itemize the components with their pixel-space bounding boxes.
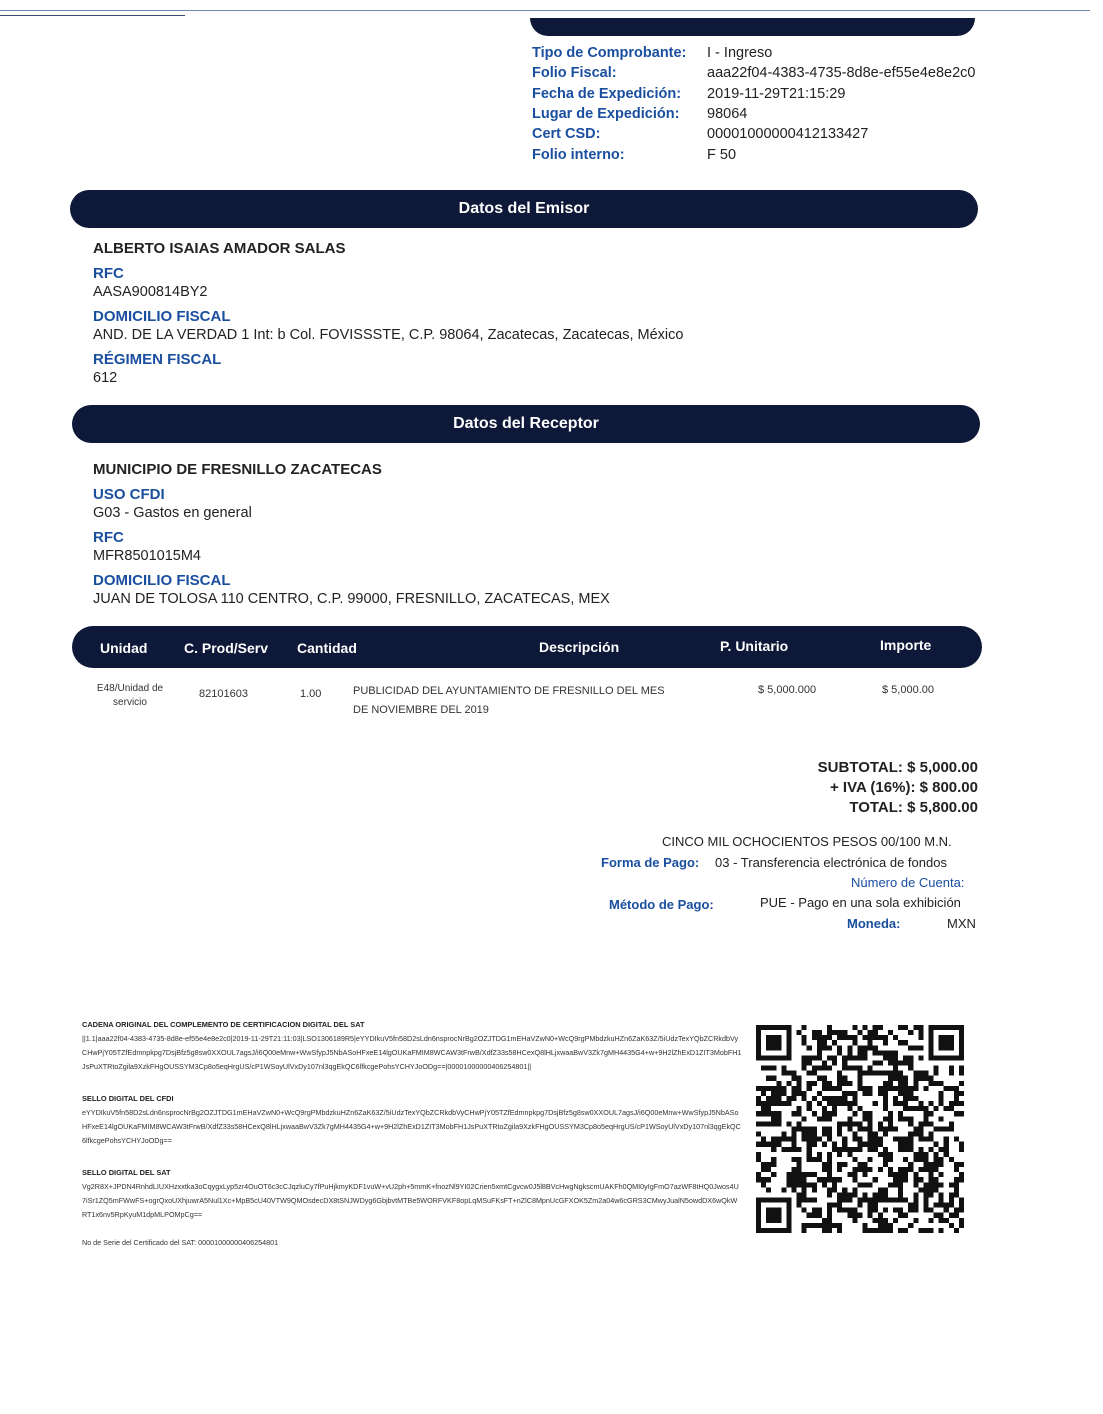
emisor-rfc: AASA900814BY2 [93,284,208,300]
header-row-lugar [532,104,1002,124]
col-clave: C. Prod/Serv [184,640,269,656]
table-row [72,680,982,724]
header-value: 2019-11-29T21:15:29 [707,85,846,102]
header-row-folio-interno [532,144,1002,164]
receptor-name: MUNICIPIO DE FRESNILLO ZACATECAS [93,461,382,478]
metodo-pago-label: Método de Pago: [609,897,714,912]
moneda-label: Moneda: [847,916,901,931]
receptor-section [93,461,610,607]
header-value: F 50 [707,146,737,163]
emisor-domicilio-label: DOMICILIO FISCAL [93,308,231,325]
sat-certificate-serial: No de Serie del Certificado del SAT: 00001000000406254801 [82,1238,279,1247]
receptor-section-bar: Datos del Receptor [72,405,980,443]
sello-cfdi: eYYDIkuV5fn58D2sLdn6nsprocNrBg2OZJTDG1mEHaVZwN0+WcQ9rgPMbdzkuHZn6ZaK63Z/5iUdzTexYQbZCRkdbVyCHwPjY05TZfEdmnpkpg7DsjBfz5g8sw0XXOUL7agsJ/i6Q00eMnw+WwSfypJ5NbASoHFxeE14lgOUKaFMIM8WCAW3tFrwB/XdfZ33s58HCexQ8lHLjxwaaBwV3Zk7gMH4435G4+w+9H2lZhExD1ZIT3MobFH1JsPuXTRtoZgila9XzkFHgOUSSYM3Cp8o5eqHrgUS/cP1WSoyUlVxDy107nl3qgEkQC6lfkcgePohsYCHYJoODg== [82,1108,741,1145]
top-rule-short [0,15,185,16]
col-descripcion: Descripción [539,639,620,655]
cadena-original: ||1.1|aaa22f04-4383-4735-8d8e-ef55e4e8e2c0|2019-11-29T21:11:03|LSO1306189R5|eYYDIkuV5fn58D2sLdn6nsprocNrBg2OZJTDG1mEHaVZwN0+WcQ9rgPMbdzkuHZn6ZaK63Z/5iUdzTexYQbZCRkdbVyCHwPjY05TZfEdmnpkpg7DsjBfz5g8sw0XXOUL7agsJ/i6Q00eMnw+WwSfypJ5NbASoHFxeE14lgOUKaFMIM8WCAW3tFrwB/XdfZ33s58HCexQ8lHLjxwaaBwV3Zk7gMH4435G4+w+9H2lZhExD1ZIT3MobFH1JsPuXTRtoZgila9XzkFHgOUSSYM3Cp8o5eqHrgUS/cP1WSoyUlVxDy107nl3qgEkQC6lfkcgePohsYCHYJoODg==|00001000000406254801|| [82,1034,742,1071]
amount-in-words: CINCO MIL OCHOCIENTOS PESOS 00/100 M.N. [662,834,952,849]
sello-sat: Vg2R8X+JPDN4RnhdLIUXHzxxtka3oCqygxLyp5zr4OuOT6c3cCJqzluCy7fPuHjkmyKDF1vuW+vU2ph+5mmK+fnozNl9YI02Crien5xmtCgvcw0J5l8BVcHwgNgkscmUAKFh0QMI0yIgFmO7azWF8tHQ0Jwos4U7iSr1ZQ5mFWwFS+ogrQxoUXhjuwrA5Nul1Xc+MpB5cU40VTW9QMOsdecDX8tSNJWDyg6GbjbvtMTBe5WORFVKF8opLqMSuFKsFT+nZlC8MpnUcGFXOK5Zm2a04w6cGRS3CMwyJualN5owdDX6wQkWRT1x6nv5RpKyuM1dpMLPOMpCg== [82,1182,739,1219]
header-value: aaa22f04-4383-4735-8d8e-ef55e4e8e2c0 [707,65,976,82]
emisor-domicilio: AND. DE LA VERDAD 1 Int: b Col. FOVISSSTE, C.P. 98064, Zacatecas, Zacatecas, México [93,327,684,343]
concepts-table-header [72,626,982,668]
receptor-domicilio-label: DOMICILIO FISCAL [93,572,231,589]
cell-clave: 82101603 [199,688,248,700]
header-label: Lugar de Expedición: [532,106,680,123]
sello-sat-title: SELLO DIGITAL DEL SAT [82,1168,171,1177]
header-row-folio [532,63,1002,83]
top-rule [0,10,1090,11]
emisor-regimen-label: RÉGIMEN FISCAL [93,351,222,368]
header-label: Tipo de Comprobante: [532,45,687,62]
cell-importe: $ 5,000.00 [882,684,934,696]
receptor-domicilio: JUAN DE TOLOSA 110 CENTRO, C.P. 99000, FRESNILLO, ZACATECAS, MEX [93,591,610,607]
forma-pago: 03 - Transferencia electrónica de fondos [715,855,947,870]
header-value: I - Ingreso [707,45,773,62]
cell-cantidad: 1.00 [300,688,322,700]
numero-cuenta-label: Número de Cuenta: [851,875,965,890]
forma-pago-label: Forma de Pago: [601,855,700,870]
subtotal: SUBTOTAL: $ 5,000.00 [817,759,978,776]
receptor-uso-label: USO CFDI [93,486,165,503]
cell-descripcion [353,682,665,720]
header-label: Fecha de Expedición: [532,85,682,102]
invoice-header [532,43,1002,165]
header-label: Cert CSD: [532,126,601,143]
qr-modules [756,1025,964,1233]
header-row-fecha [532,84,1002,104]
moneda: MXN [947,916,976,931]
cell-descripcion-line2: DE NOVIEMBRE DEL 2019 [353,704,489,716]
cell-unitario: $ 5,000.000 [758,684,817,696]
header-row-tipo [532,43,1002,63]
metodo-pago: PUE - Pago en una sola exhibición [760,895,961,910]
cell-descripcion-line1: PUBLICIDAD DEL AYUNTAMIENTO DE FRESNILLO DEL MES [353,685,665,697]
col-cantidad: Cantidad [297,640,357,656]
emisor-regimen: 612 [93,370,118,386]
total: TOTAL: $ 5,800.00 [849,799,978,816]
receptor-rfc-label: RFC [93,529,124,546]
iva: + IVA (16%): $ 800.00 [830,779,978,796]
col-unitario: P. Unitario [720,638,789,654]
sat-strings [82,1014,742,1250]
header-row-cert [532,124,1002,144]
header-label: Folio Fiscal: [532,65,617,82]
sello-cfdi-title: SELLO DIGITAL DEL CFDI [82,1094,174,1103]
cell-unidad [90,682,170,710]
cell-unidad-line1: E48/Unidad de [96,683,164,694]
emisor-name: ALBERTO ISAIAS AMADOR SALAS [93,240,346,257]
emisor-rfc-label: RFC [93,265,124,282]
header-value: 00001000000412133427 [707,126,869,143]
totals-block [818,758,978,818]
emisor-section [93,240,683,386]
receptor-uso: G03 - Gastos en general [93,505,252,521]
receptor-rfc: MFR8501015M4 [93,548,201,564]
col-unidad: Unidad [100,640,148,656]
header-value: 98064 [707,106,748,123]
qr-code-icon [756,1025,964,1233]
cadena-title: CADENA ORIGINAL DEL COMPLEMENTO DE CERTIFICACION DIGITAL DEL SAT [82,1020,365,1029]
header-label: Folio interno: [532,146,625,163]
col-importe: Importe [880,637,932,653]
emisor-section-bar: Datos del Emisor [70,190,978,228]
cell-unidad-line2: servicio [113,697,147,708]
document-title-tab [530,18,975,36]
